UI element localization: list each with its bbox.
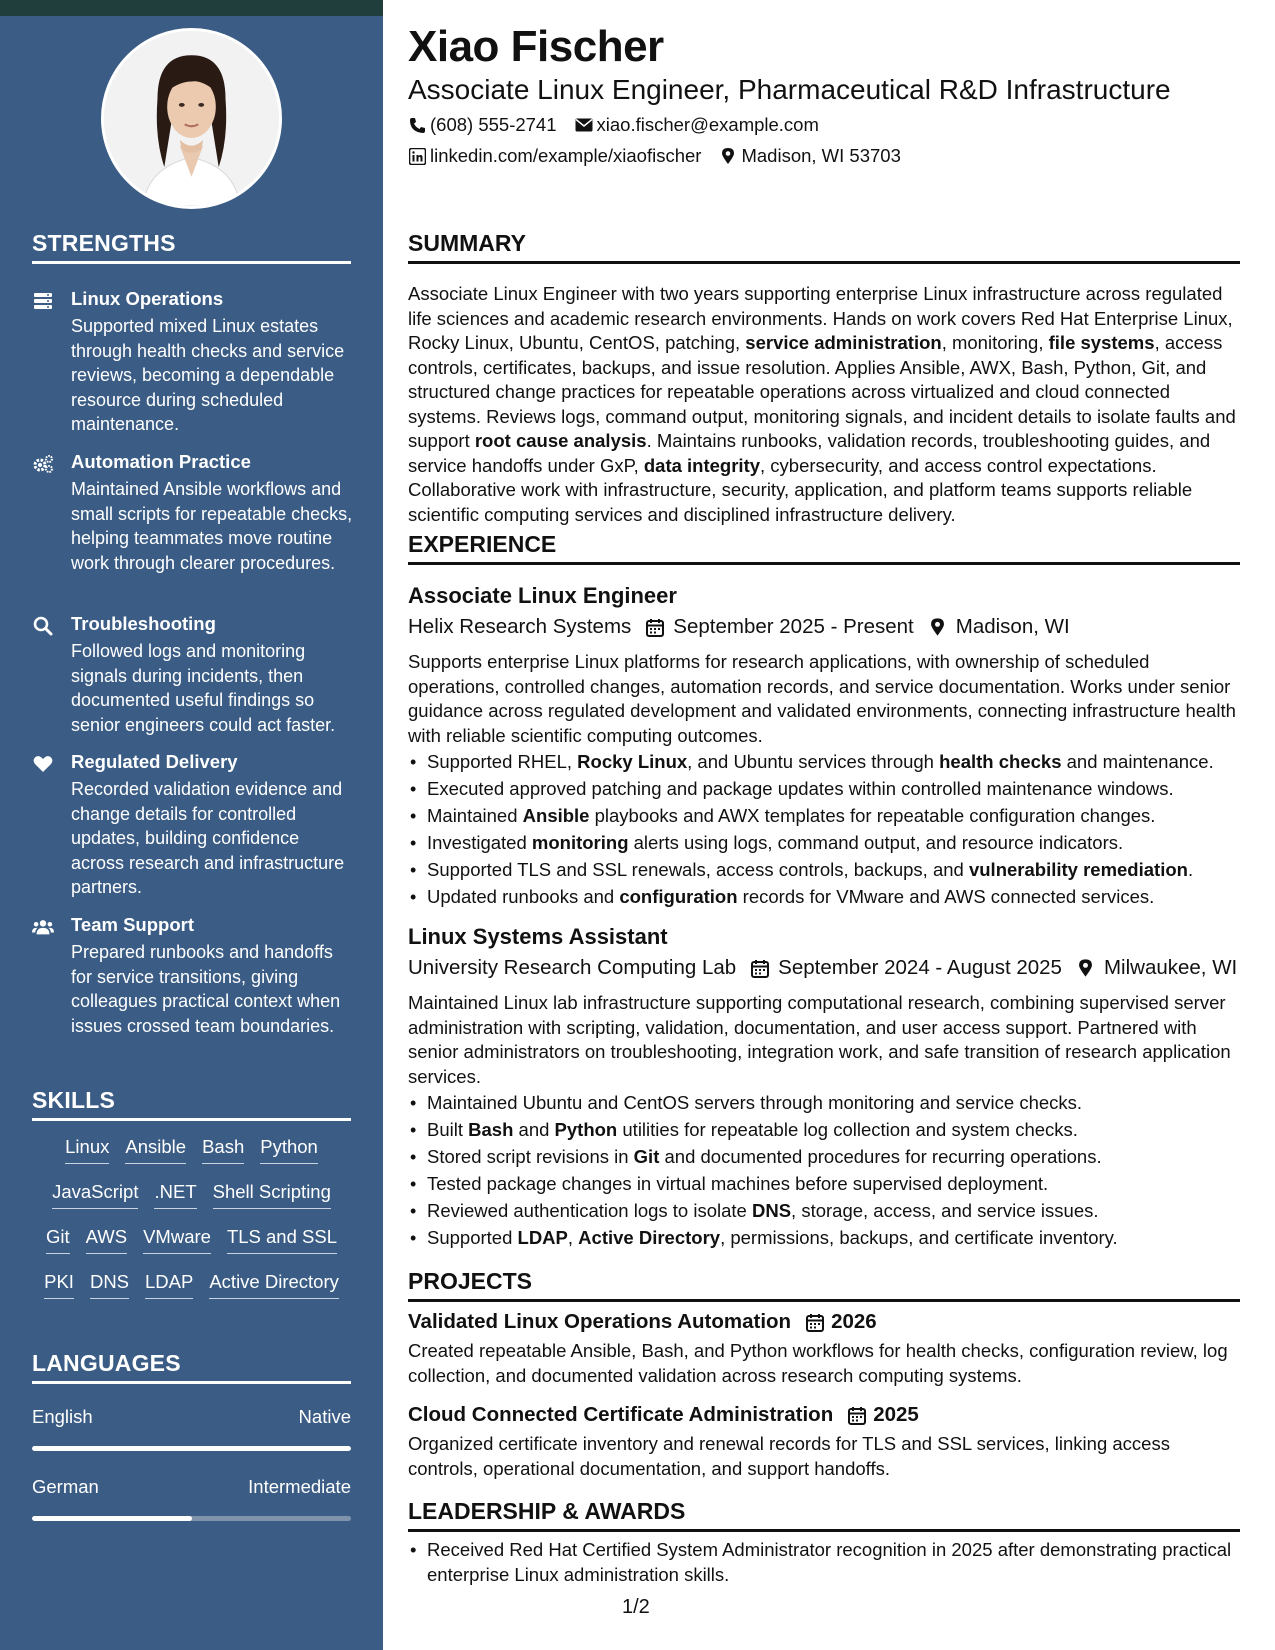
skill-tag: Bash [202,1136,244,1164]
strength-text: Followed logs and monitoring signals during incidents, then documented useful findings so senior engineers could act faster. [71,641,336,735]
project-title: Cloud Connected Certificate Administration [408,1403,834,1426]
location-pin-icon [1076,958,1096,978]
bullet-item [408,1091,1240,1118]
bold-text: file systems [1048,332,1155,353]
text-segment: , permissions, backups, and certificate inventory. [720,1227,1118,1248]
text-segment: utilities for repeatable log collection and system checks. [617,1119,1078,1140]
profile-photo [101,28,282,209]
calendar-icon [805,1312,825,1332]
text-segment: and maintenance. [1061,751,1214,772]
languages-heading: LANGUAGES [32,1350,351,1384]
calendar-icon [645,617,665,637]
skill-tag: LDAP [145,1271,193,1299]
strength-text: Maintained Ansible workflows and small scripts for repeatable checks, helping teammates move routine work through clearer procedures. [71,479,353,573]
bullet-item [408,804,1240,831]
experience-heading: EXPERIENCE [408,531,1240,565]
candidate-title: Associate Linux Engineer, Pharmaceutical R&D Infrastructure [408,74,1171,105]
candidate-name: Xiao Fischer [408,22,664,71]
text-segment: Associate Linux Engineer with two years supporting enterprise Linux infrastructure across regulated life sciences and academic research environments. Hands on work covers Red Hat Enterprise Linux, Rocky Linux, Ubuntu, CentOS, patching, [408,283,1233,353]
skill-tag: Shell Scripting [213,1181,331,1209]
job-location: Milwaukee, WI [1103,956,1238,979]
sidebar [0,0,383,1650]
text-segment: playbooks and AWX templates for repeatable configuration changes. [589,805,1156,826]
language-proficiency-fill [32,1446,351,1451]
strength-title: Regulated Delivery [71,751,238,772]
location-pin-icon [719,147,737,165]
bold-text: Git [633,1146,660,1167]
location-contact [719,145,900,167]
text-segment: , access controls, certificates, backups, and issue resolution. Applies Ansible, AWX, Bash, Python, Git, and structured change practices for repeatable operations across virtualized and cloud connected systems. Reviews logs, command output, monitoring signals, and incident details to isolate faults and support [408,332,1236,451]
bold-text: service administration [745,332,942,353]
job-dates: September 2024 - August 2025 [778,956,1062,979]
location-pin-icon [928,617,948,637]
language-proficiency-bar [32,1516,351,1521]
text-segment: . [1187,859,1194,880]
project-title-row [408,1403,919,1427]
skill-row [32,1226,351,1254]
job-description: Maintained Linux lab infrastructure supporting computational research, combining supervised server administration with scripting, validation, documentation, and user access support. Partnered with senior administrators on troubleshooting, integration work, and safe transition of research application services. [408,992,1231,1087]
text-segment: Supported RHEL, [427,751,578,772]
skill-tag: Python [260,1136,318,1164]
gears-icon [32,453,54,475]
bullet-item [408,858,1240,885]
strength-title: Team Support [71,914,194,935]
text-segment: , monitoring, [941,332,1049,353]
language-level: Native [298,1406,351,1427]
text-segment: Supported [427,1227,518,1248]
skill-tag: Active Directory [209,1271,339,1299]
text-segment: , and Ubuntu services through [687,751,940,772]
project-title-row [408,1310,877,1334]
skills-section [32,1087,351,1121]
job-company: Helix Research Systems [408,615,632,638]
project-year: 2025 [873,1403,919,1426]
phone-text: (608) 555-2741 [430,114,557,135]
text-segment: Updated runbooks and [427,886,620,907]
bullet-item [408,777,1240,804]
project-year: 2026 [831,1310,877,1333]
text-segment: , storage, access, and service issues. [791,1200,1099,1221]
email-text: xiao.fischer@example.com [596,114,819,135]
bold-text: Python [554,1119,618,1140]
location-text: Madison, WI 53703 [741,145,901,166]
skill-tag: DNS [90,1271,129,1299]
heart-icon [32,753,54,775]
language-name: German [32,1476,99,1497]
job-company: University Research Computing Lab [408,956,737,979]
server-icon [32,290,54,312]
language-name: English [32,1406,93,1427]
skill-tag: TLS and SSL [227,1226,337,1254]
strength-text: Prepared runbooks and handoffs for service transitions, giving colleagues practical context when issues crossed team boundaries. [71,942,341,1036]
text-segment: Maintained Ubuntu and CentOS servers through monitoring and service checks. [427,1092,1083,1113]
skill-row [32,1181,351,1209]
bullet-item [408,1172,1240,1199]
skill-row [32,1136,351,1164]
skill-tag: .NET [154,1181,196,1209]
language-proficiency-bar [32,1446,351,1451]
linkedin-icon [408,147,426,165]
skill-row [32,1271,351,1299]
users-icon [32,916,54,938]
text-segment: , cybersecurity, and access control expectations. Collaborative work with infrastructure, security, application, and platform teams supports reliable scientific computing services and disciplined infrastructure delivery. [408,454,1193,525]
project-title: Validated Linux Operations Automation [408,1310,792,1333]
text-segment: Executed approved patching and package updates within controlled maintenance windows. [427,778,1174,799]
text-segment: Maintained [427,805,523,826]
envelope-icon [575,116,593,134]
skill-tag: Git [46,1226,70,1254]
awards-heading: LEADERSHIP & AWARDS [408,1498,1240,1532]
calendar-icon [847,1405,867,1425]
search-icon [32,615,54,637]
strength-title: Linux Operations [71,288,224,309]
language-proficiency-fill [32,1516,192,1521]
skill-tag: AWS [86,1226,127,1254]
bold-text: Active Directory [578,1227,721,1248]
text-segment: records for VMware and AWS connected services. [737,886,1155,907]
strength-title: Troubleshooting [71,613,216,634]
project-description: Created repeatable Ansible, Bash, and Python workflows for health checks, configuration review, log collection, and documented validation across research computing systems. [408,1340,1228,1386]
summary-paragraph [408,282,1240,527]
skill-tag: VMware [143,1226,211,1254]
text-segment: Investigated [427,832,532,853]
contact-row [408,145,919,167]
bullet-item [408,1118,1240,1145]
strengths-section [32,230,351,264]
text-segment: Stored script revisions in [427,1146,634,1167]
bold-text: Bash [468,1119,514,1140]
job-bullets [408,1091,1240,1253]
linkedin-contact[interactable] [408,145,701,167]
bold-text: health checks [939,751,1062,772]
text-segment: Supported TLS and SSL renewals, access controls, backups, and [427,859,969,880]
bold-text: vulnerability remediation [968,859,1188,880]
calendar-icon [750,958,770,978]
job-meta [408,615,1070,639]
bold-text: LDAP [517,1227,568,1248]
bold-text: DNS [751,1200,792,1221]
job-title: Associate Linux Engineer [408,583,677,608]
email-contact[interactable] [575,114,819,136]
bold-text: configuration [619,886,738,907]
summary-heading: SUMMARY [408,230,1240,264]
phone-icon [408,116,426,134]
bullet-item [408,885,1240,912]
bold-text: monitoring [531,832,629,853]
job-title: Linux Systems Assistant [408,924,668,949]
text-segment: . Maintains runbooks, validation records, troubleshooting guides, and service handoffs under GxP, [408,430,1211,476]
text-segment: Built [427,1119,469,1140]
skill-tag: PKI [44,1271,74,1299]
bullet-item [408,1199,1240,1226]
skills-heading: SKILLS [32,1087,351,1121]
skill-tag: JavaScript [52,1181,138,1209]
strength-title: Automation Practice [71,451,251,472]
strength-text: Recorded validation evidence and change details for controlled updates, building confidence across research and infrastructure partners. [71,779,345,897]
skill-tag: Linux [65,1136,109,1164]
skill-tag: Ansible [125,1136,186,1164]
award-item: • Received Red Hat Certified System Administrator recognition in 2025 after demonstrating practical enterprise Linux administration skills. [408,1537,1240,1587]
bold-text: Ansible [522,805,590,826]
job-description: Supports enterprise Linux platforms for research applications, with ownership of scheduled operations, controlled changes, automation records, and service documentation. Works under senior guidance across regulated development and validated environments, connecting infrastructure health with reliable scientific computing outcomes. [408,651,1236,746]
bullet-item [408,1226,1240,1253]
text-segment: , [567,1227,579,1248]
linkedin-text: linkedin.com/example/xiaofischer [430,145,702,166]
profile-photo-illustration [104,31,279,206]
text-segment: and [513,1119,555,1140]
strength-text: Supported mixed Linux estates through health checks and service reviews, becoming a dependable resource during scheduled maintenance. [71,316,345,434]
text-segment: Reviewed authentication logs to isolate [427,1200,752,1221]
job-meta [408,956,1237,980]
bold-text: Rocky Linux [577,751,688,772]
bold-text: root cause analysis [474,430,647,451]
text-segment: and documented procedures for recurring operations. [659,1146,1102,1167]
phone-contact[interactable] [408,114,557,136]
text-segment: alerts using logs, command output, and resource indicators. [628,832,1124,853]
job-bullets [408,750,1240,912]
languages-section [32,1350,351,1384]
job-dates: September 2025 - Present [673,615,914,638]
language-level: Intermediate [248,1476,351,1497]
bullet-item [408,750,1240,777]
page-number: 1/2 [622,1596,650,1618]
text-segment: Tested package changes in virtual machines before supervised deployment. [427,1173,1049,1194]
bullet-item [408,831,1240,858]
bold-text: data integrity [643,454,761,476]
job-location: Madison, WI [955,615,1070,638]
strengths-heading: STRENGTHS [32,230,351,264]
bullet-item [408,1145,1240,1172]
project-description: Organized certificate inventory and renewal records for TLS and SSL services, linking access controls, operational documentation, and support handoffs. [408,1433,1170,1479]
sidebar-top-strip [0,0,383,16]
contact-row [408,114,837,136]
projects-heading: PROJECTS [408,1268,1240,1302]
